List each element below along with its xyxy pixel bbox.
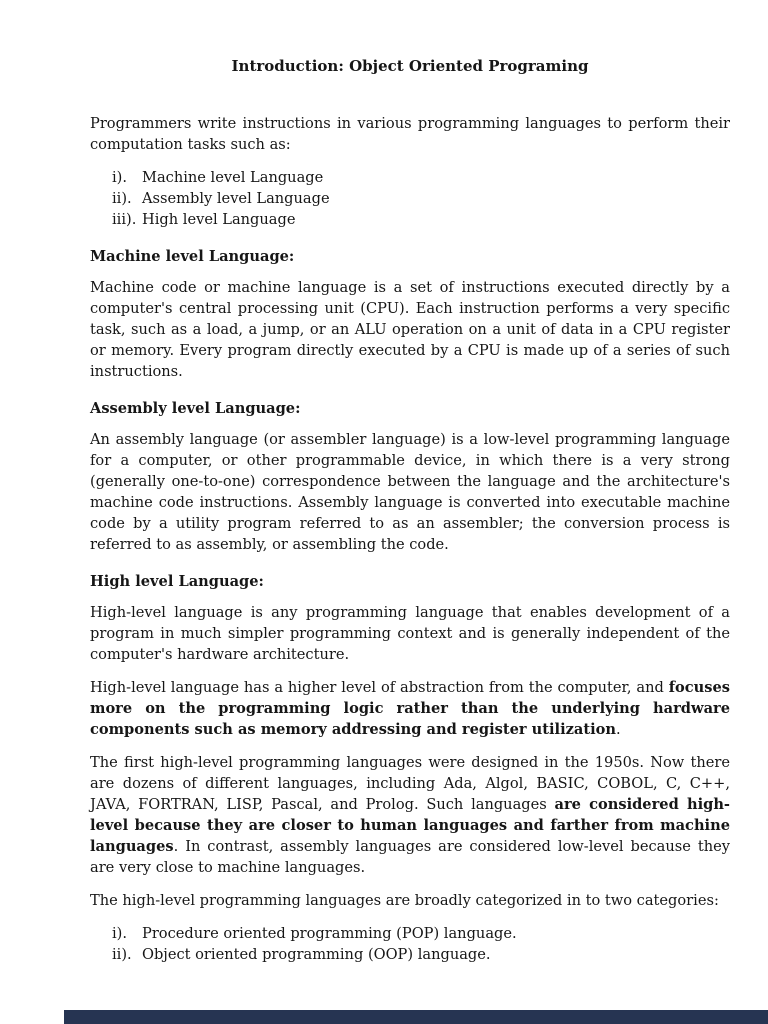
text-segment: . In contrast, assembly languages are considered low-level because they are very close to machine languages. xyxy=(90,838,730,876)
list-marker: iii). xyxy=(112,211,137,228)
list-marker: ii). xyxy=(112,190,132,207)
text-segment: High-level language has a higher level of abstraction from the computer, and xyxy=(90,679,669,696)
list-item xyxy=(112,167,730,188)
abstraction-paragraph xyxy=(90,677,730,740)
list-item-label: Procedure oriented programming (POP) language. xyxy=(142,925,517,942)
categories-paragraph: The high-level programming languages are broadly categorized in to two categories: xyxy=(90,892,719,909)
list-marker: i). xyxy=(112,169,127,186)
bold-text-segment: are considered high-level because they are closer to human languages and farther from machine languages xyxy=(90,796,730,855)
section-heading-assembly-level: Assembly level Language: xyxy=(90,400,301,417)
list-item-label: Assembly level Language xyxy=(142,190,330,207)
list-item-label: Object oriented programming (OOP) language. xyxy=(142,946,491,963)
machine-level-paragraph: Machine code or machine language is a set of instructions executed directly by a computer's central processing unit (CPU). Each instruction performs a very specific task, such as a load, a jump, or an ALU operation on a unit of data in a CPU register or memory. Every program directly executed by a CPU is made up of a series of such instructions. xyxy=(90,279,730,380)
list-marker: i). xyxy=(112,925,127,942)
assembly-level-paragraph: An assembly language (or assembler language) is a low-level programming language for a computer, or other programmable device, in which there is a very strong (generally one-to-one) correspondence between the language and the architecture's machine code instructions. Assembly language is converted into executable machine code by a utility program referred to as an assembler; the conversion process is referred to as assembly, or assembling the code. xyxy=(90,431,730,553)
document-title: Introduction: Object Oriented Programing xyxy=(231,57,589,75)
text-segment: . xyxy=(616,721,621,738)
bold-text-segment: focuses more on the programming logic rather than the underlying hardware components such as memory addressing and register utilization xyxy=(90,679,730,738)
intro-paragraph: Programmers write instructions in various programming languages to perform their computation tasks such as: xyxy=(90,115,730,153)
category-list xyxy=(90,923,730,965)
list-item xyxy=(112,923,730,944)
language-types-list xyxy=(90,167,730,230)
list-item xyxy=(112,209,730,230)
list-item xyxy=(112,944,730,965)
list-item-label: High level Language xyxy=(142,211,296,228)
history-paragraph xyxy=(90,752,730,878)
text-segment: The first high-level programming languages were designed in the 1950s. Now there are dozens of different languages, including Ada, Algol, BASIC, COBOL, C, C++, JAVA, FORTRAN, LISP, Pascal, and Prolog. Such languages xyxy=(90,754,730,813)
list-marker: ii). xyxy=(112,946,132,963)
section-heading-high-level: High level Language: xyxy=(90,573,264,590)
section-heading-machine-level: Machine level Language: xyxy=(90,248,295,265)
high-level-paragraph: High-level language is any programming language that enables development of a program in much simpler programming context and is generally independent of the computer's hardware architecture. xyxy=(90,604,730,663)
list-item-label: Machine level Language xyxy=(142,169,324,186)
next-page-edge xyxy=(64,1010,768,1024)
list-item xyxy=(112,188,730,209)
